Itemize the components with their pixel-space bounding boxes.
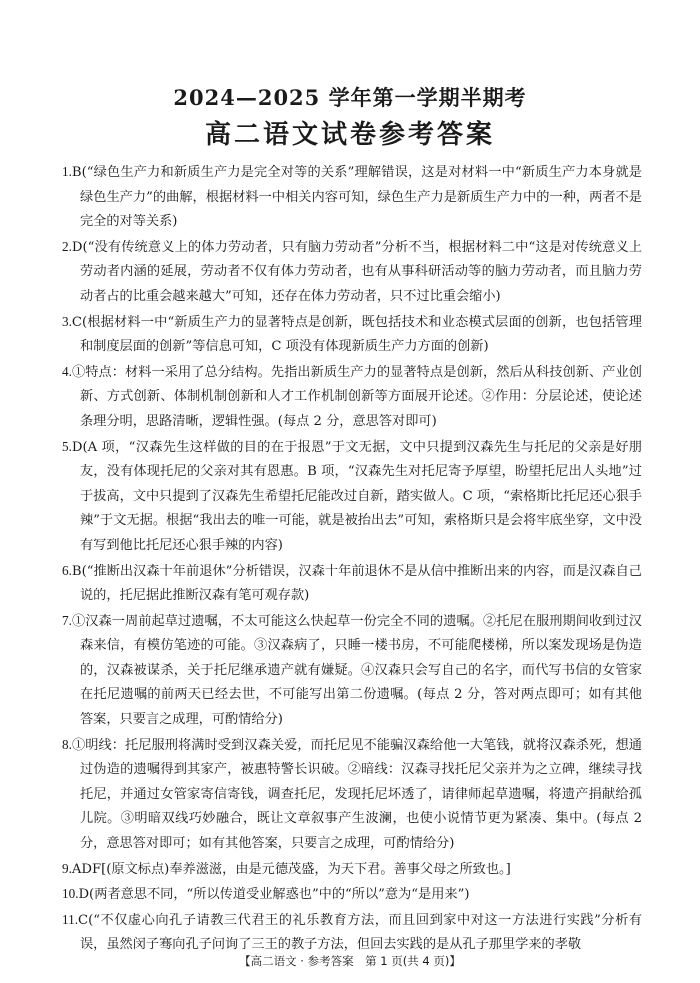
answer-item-11 — [62, 908, 642, 958]
answer-text: C(根据材料一中“新质生产力的显著特点是创新，既包括技术和业态模式层面的创新，也包括管理和制度层面的创新”等信息可知，C 项没有体现新质生产力方面的创新) — [71, 314, 642, 355]
answer-text: D(“没有传统意义上的体力劳动者，只有脑力劳动者”分析不当，根据材料二中“这是对传统意义上劳动者内涵的延展，劳动者不仅有体力劳动者，也有从事科研活动等的脑力劳动者，而且脑力劳动者占的比重会越来越大”可知，还存在体力劳动者，只不过比重会缩小) — [71, 239, 642, 304]
answer-text: B(“绿色生产力和新质生产力是完全对等的关系”理解错误，这是对材料一中“新质生产力本身就是绿色生产力”的曲解，根据材料一中相关内容可知，绿色生产力是新质生产力中的一种，两者不是完全的对等关系) — [71, 165, 642, 230]
answer-item-6 — [62, 559, 642, 609]
answer-item-8 — [62, 733, 642, 857]
answer-number: 7. — [62, 612, 72, 628]
answer-item-5 — [62, 435, 642, 559]
answer-number: 8. — [62, 736, 72, 752]
answer-item-3 — [62, 310, 642, 360]
answer-item-10 — [62, 882, 642, 908]
answer-list — [62, 160, 642, 958]
answer-item-2 — [62, 235, 642, 310]
answer-text: C(“不仅虚心向孔子请教三代君王的礼乐教育方法，而且回到家中对这一方法进行实践”分析有误，虽然闵子骞向孔子问询了三王的教子方法，但回去实践的是从孔子那里学来的孝敬 — [78, 912, 642, 953]
answer-item-1 — [62, 160, 642, 235]
answer-number: 5. — [62, 438, 72, 454]
answer-number: 1. — [62, 164, 72, 179]
exam-title: 2024—2025 学年第一学期半期考 — [173, 85, 527, 110]
answer-text: ①特点：材料一采用了总分结构。先指出新质生产力的显著特点是创新，然后从科技创新、产业创新、方式创新、体制机制创新和人才工作机制创新等方面展开论述。②作用：分层论述，使论述条理分明，思路清晰，逻辑性强。(每点 2 分，意思答对即可) — [71, 364, 642, 429]
answer-text: D(A 项，“汉森先生这样做的目的在于报恩”于文无据，文中只提到汉森先生与托尼的父亲是好朋友，没有体现托尼的父亲对其有恩惠。B 项，“汉森先生对托尼寄予厚望，盼望托尼出人头地”过于拔高，文中只提到了汉森先生希望托尼能改过自新，踏实做人。C 项，“索格斯比托尼还心狠手辣”于文无据。根据“我出去的唯一可能，就是被抬出去”可知，索格斯只是会将牢底坐穿，文中没有写到他比托尼还心狠手辣的内容) — [71, 439, 642, 553]
answer-text: D(两者意思不同，“所以传道受业解惑也”中的“所以”意为“是用来”) — [78, 887, 470, 903]
answer-item-7 — [62, 609, 642, 733]
answer-text: ①汉森一周前起草过遗嘱，不太可能这么快起草一份完全不同的遗嘱。②托尼在服刑期间收到过汉森来信，有模仿笔迹的可能。③汉森病了，只睡一楼书房，不可能爬楼梯，所以案发现场是伪造的，汉森被谋杀，关于托尼继承遗产就有嫌疑。④汉森只会写自己的名字，而代写书信的女管家在托尼遗嘱的前两天已经去世，不可能写出第二份遗嘱。(每点 2 分，答对两点即可；如有其他答案，只要言之成理，可酌情给分) — [71, 613, 642, 728]
page-footer: 【高二语文 · 参考答案 第 1 页(共 4 页)】 — [239, 954, 461, 968]
answer-item-9 — [62, 857, 642, 883]
answer-number: 3. — [62, 313, 72, 329]
answer-number: 10. — [62, 886, 79, 902]
answer-number: 9. — [62, 860, 72, 876]
answer-number: 11. — [62, 911, 78, 927]
answer-text: ADF[(原文标点)奉养滋滋，由是元德茂盛，为天下君。善事父母之所致也。] — [71, 861, 511, 877]
answer-number: 2. — [62, 238, 72, 254]
answer-text: B(“推断出汉森十年前退休”分析错误，汉森十年前退休不是从信中推断出来的内容，而是汉森自己说的，托尼据此推断汉森有笔可观存款) — [71, 563, 642, 604]
answer-number: 6. — [62, 562, 72, 578]
answer-number: 4. — [62, 363, 72, 379]
answer-text: ①明线：托尼服刑将满时受到汉森关爱，而托尼见不能骗汉森给他一大笔钱，就将汉森杀死，想通过伪造的遗嘱得到其家产，被惠特警长识破。②暗线：汉森寻找托尼父亲并为之立碑，继续寻找托尼，并通过女管家寄信寄钱，调查托尼，发现托尼坏透了，请律师起草遗嘱，将遗产捐献给孤儿院。③明暗双线巧妙融合，既让文章叙事产生波澜，也使小说情节更为紧凑、集中。(每点 2 分，意思答对即可；如有其他答案，只要言之成理，可酌情给分) — [71, 737, 642, 852]
document-title: 高二语文试卷参考答案 — [204, 120, 495, 150]
answer-item-4 — [62, 360, 642, 435]
